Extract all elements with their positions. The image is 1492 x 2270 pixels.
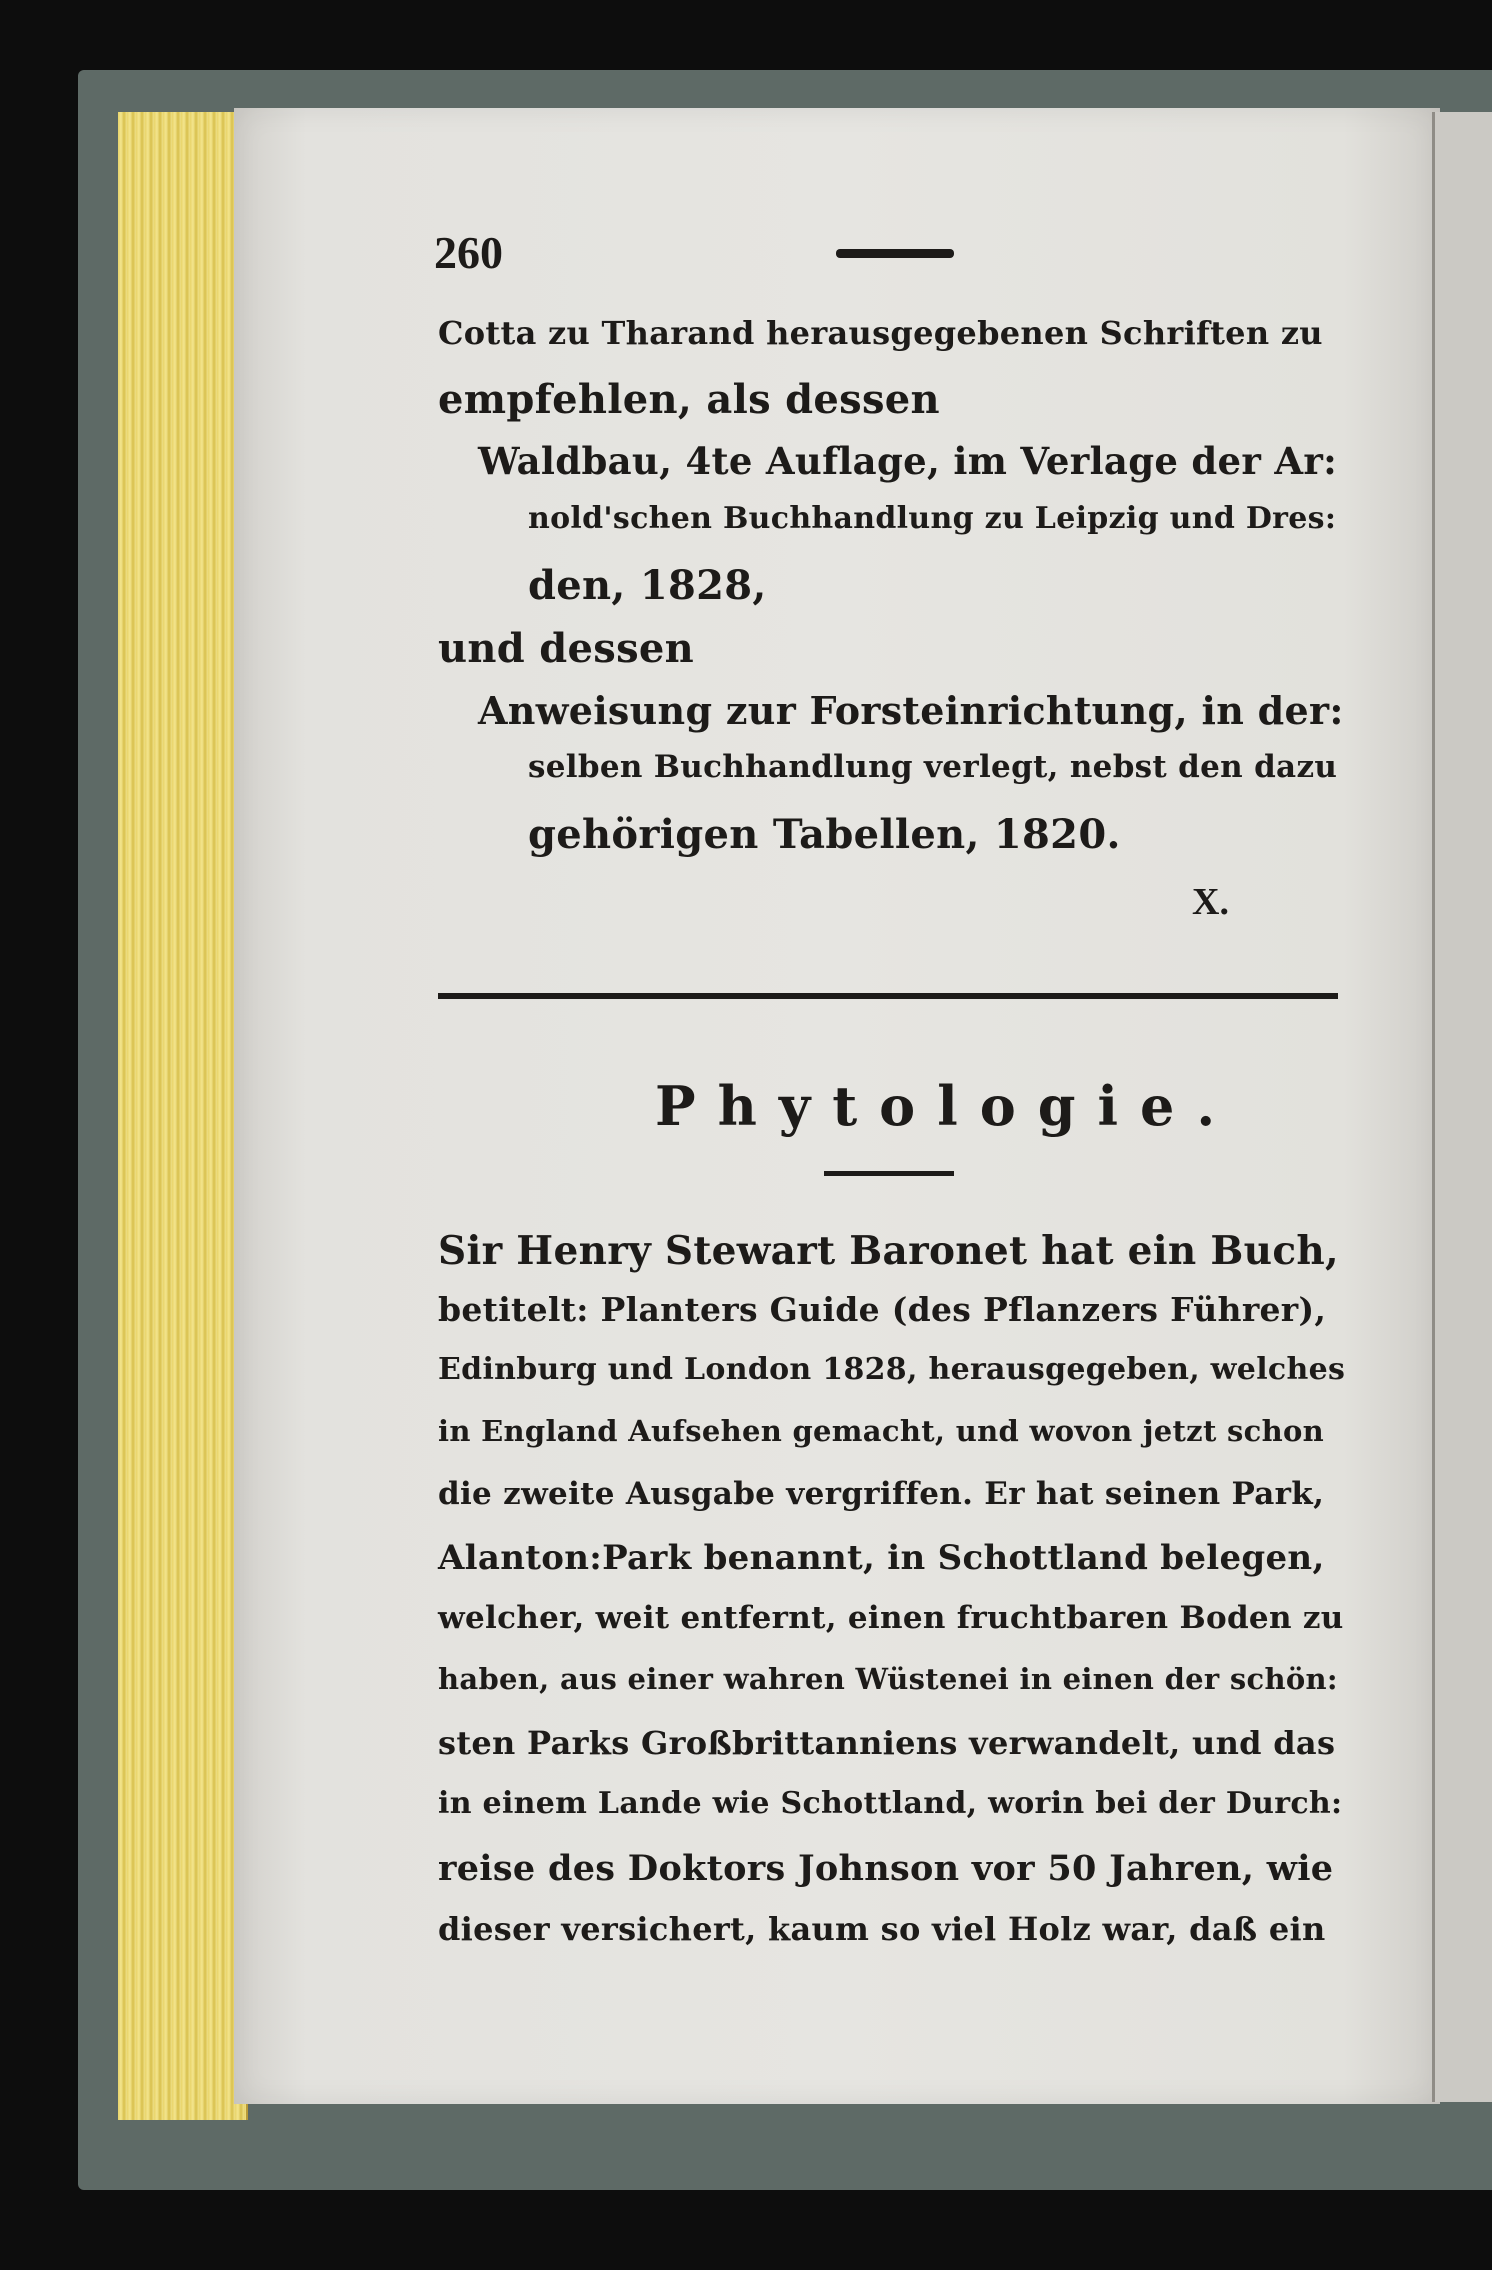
page-edge xyxy=(118,112,248,2120)
text-line: empfehlen, als dessen xyxy=(438,376,940,423)
text-line: Waldbau, 4te Auflage, im Verlage der Ar: xyxy=(478,439,1338,483)
text-line: reise des Doktors Johnson vor 50 Jahren, wie xyxy=(438,1848,1334,1889)
text-line: die zweite Ausgabe vergriffen. Er hat seinen Park, xyxy=(438,1476,1325,1512)
text-line: Alanton:Park benannt, in Schottland belegen, xyxy=(438,1538,1325,1578)
text-line: dieser versichert, kaum so viel Holz war, daß ein xyxy=(438,1910,1326,1948)
text-line: in England Aufsehen gemacht, und wovon jetzt schon xyxy=(438,1414,1325,1448)
text-line: sten Parks Großbrittanniens verwandelt, und das xyxy=(438,1724,1336,1762)
section-divider xyxy=(438,993,1338,999)
text-line: betitelt: Planters Guide (des Pflanzers Führer), xyxy=(438,1290,1327,1329)
page-number: 260 xyxy=(434,227,503,278)
text-line: Sir Henry Stewart Baronet hat ein Buch, xyxy=(438,1228,1339,1274)
text-line: haben, aus einer wahren Wüstenei in einen der schön: xyxy=(438,1662,1338,1696)
text-line: Anweisung zur Forsteinrichtung, in der: xyxy=(478,688,1344,733)
header-rule xyxy=(836,249,954,258)
facing-page-edge xyxy=(1432,112,1492,2102)
text-line: gehörigen Tabellen, 1820. xyxy=(528,811,1121,858)
text-line: den, 1828, xyxy=(528,562,767,609)
end-mark: X. xyxy=(1192,881,1229,923)
text-line: Edinburg und London 1828, herausgegeben, welches xyxy=(438,1352,1346,1387)
text-line: welcher, weit entfernt, einen fruchtbaren Boden zu xyxy=(438,1600,1344,1636)
text-line: und dessen xyxy=(438,625,695,672)
text-line: nold'schen Buchhandlung zu Leipzig und Dres: xyxy=(528,501,1337,536)
text-line: in einem Lande wie Schottland, worin bei der Durch: xyxy=(438,1786,1343,1821)
text-line: selben Buchhandlung verlegt, nebst den dazu xyxy=(528,749,1338,785)
text-line: Cotta zu Tharand herausgegebenen Schriften zu xyxy=(438,314,1323,352)
section-title: Phytologie. xyxy=(655,1074,1238,1138)
title-underline xyxy=(824,1171,954,1176)
